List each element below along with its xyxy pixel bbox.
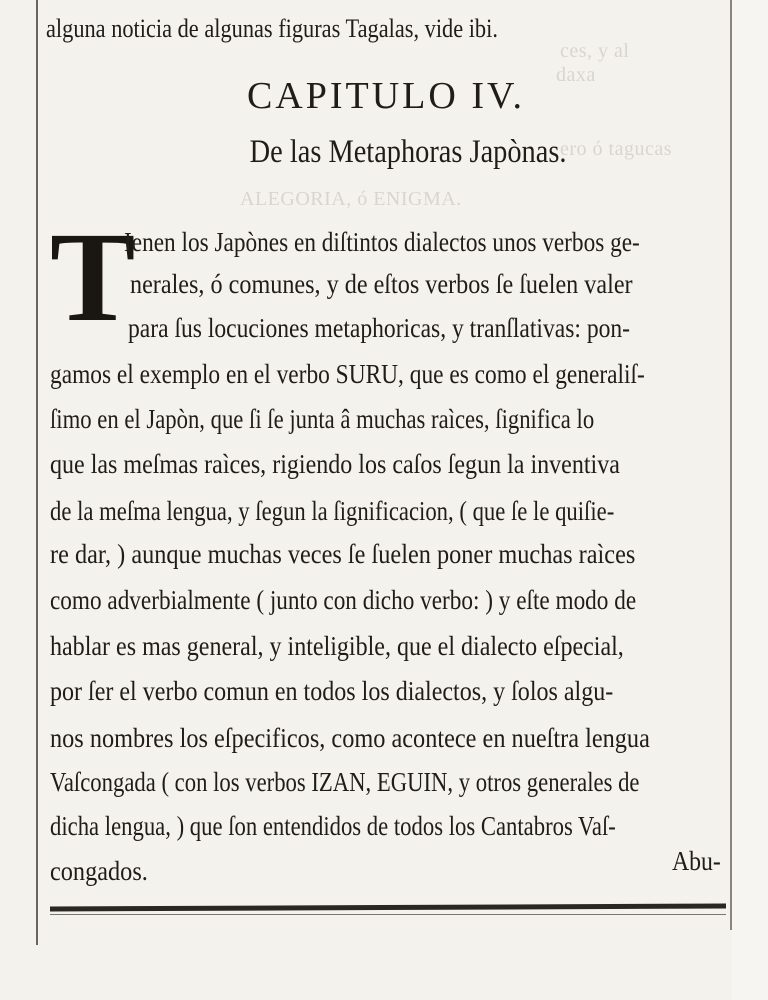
paragraph-line: para ſus locuciones metaphoricas, y tranſlativas: pon- xyxy=(128,313,631,343)
paragraph-line: nerales, ó comunes, y de eſtos verbos ſe ſuelen valer xyxy=(130,269,633,299)
paragraph-line: nos nombres los eſpecificos, como acontece en nueſtra lengua xyxy=(50,723,650,753)
paragraph-line: congados. xyxy=(50,856,148,886)
paragraph-line: que las meſmas raìces, rigiendo los caſos ſegun la inventiva xyxy=(50,449,620,479)
paragraph-line: como adverbialmente ( junto con dicho verbo: ) y eſte modo de xyxy=(50,585,637,615)
drop-cap-initial: T xyxy=(50,206,136,348)
paragraph-line: Vaſcongada ( con los verbos IZAN, EGUIN, y otros generales de xyxy=(50,767,640,797)
paragraph-line: de la meſma lengua, y ſegun la ſignificacion, ( que ſe le quiſie- xyxy=(50,496,615,526)
bleed-through-text: ero ó tagucas xyxy=(560,138,673,160)
paragraph-line: dicha lengua, ) que ſon entendidos de todos los Cantabros Vaſ- xyxy=(50,811,616,841)
paragraph-line: ſimo en el Japòn, que ſi ſe junta â muchas raìces, ſignifica lo xyxy=(50,404,595,434)
previous-paragraph-end: alguna noticia de algunas figuras Tagalas, vide ibi. xyxy=(46,14,498,43)
bottom-border-rule-thin xyxy=(50,914,726,915)
bleed-through-text: ces, y al xyxy=(560,40,630,62)
chapter-title: CAPITULO IV. xyxy=(246,75,526,117)
bleed-through-text: daxa xyxy=(556,64,596,86)
chapter-subtitle: De las Metaphoras Japònas. xyxy=(249,134,567,170)
paragraph-line: por ſer el verbo comun en todos los dialectos, y ſolos algu- xyxy=(50,676,614,706)
paragraph-line: hablar es mas general, y inteligible, que el dialecto eſpecial, xyxy=(50,631,624,661)
paragraph-line: re dar, ) aunque muchas veces ſe ſuelen poner muchas raìces xyxy=(50,539,636,569)
catchword: Abu- xyxy=(672,846,721,876)
paragraph-line: Ienen los Japònes en diſtintos dialectos unos verbos ge- xyxy=(124,227,640,257)
bleed-through-text: ALEGORIA, ó ENIGMA. xyxy=(240,188,462,210)
left-border-rule xyxy=(36,0,38,945)
bottom-border-rule xyxy=(50,904,726,912)
paragraph-line: gamos el exemplo en el verbo SURU, que es como el generaliſ- xyxy=(50,359,645,389)
